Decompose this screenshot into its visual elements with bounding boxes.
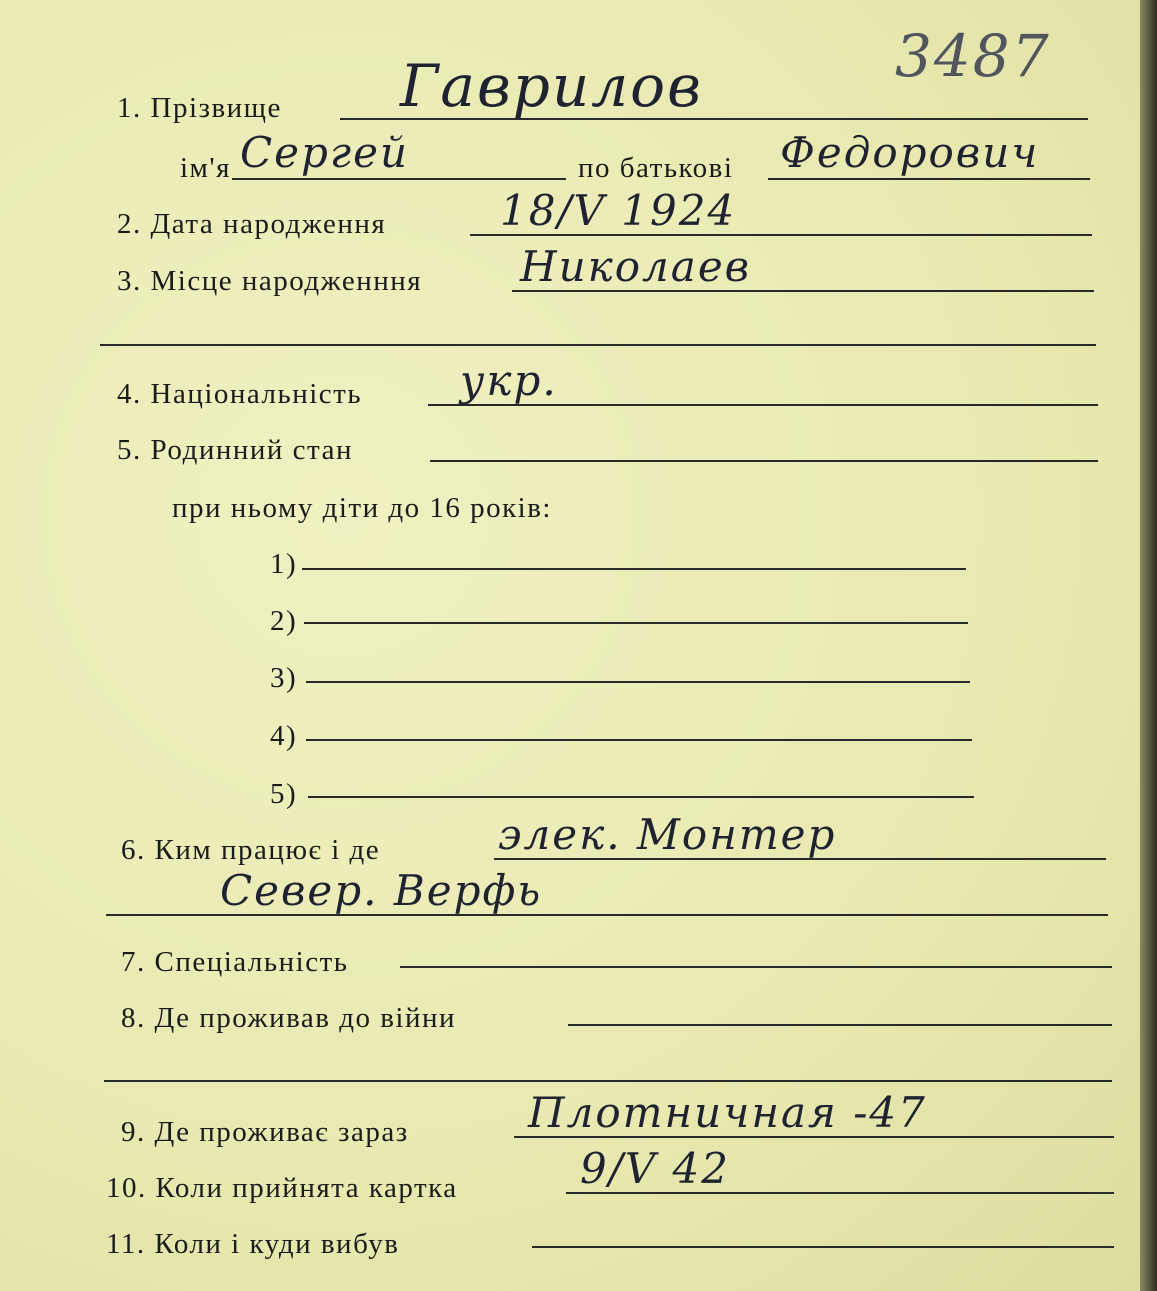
surname-label: 1. Прізвище [117,92,282,124]
birth-place-label: 3. Місце народженння [117,265,423,297]
child-2-label: 2) [270,605,298,637]
work-value[interactable]: элек. Монтер [498,810,837,859]
card-accepted-label: 10. Коли прийнята картка [106,1172,458,1204]
birth-date-label: 2. Дата народження [117,208,387,240]
child-4-label: 4) [270,720,298,752]
first-name-value[interactable]: Сергей [240,128,410,177]
specialty-line [400,966,1112,968]
child-3-line[interactable] [306,681,970,683]
patronymic-value[interactable]: Федорович [780,128,1040,177]
scan-edge-shadow [1140,0,1157,1291]
child-1-label: 1) [270,548,298,580]
child-4-line[interactable] [306,739,972,741]
birth-date-value[interactable]: 18/V 1924 [500,186,737,235]
current-residence-label: 9. Де проживає зараз [121,1116,409,1148]
child-5-line[interactable] [308,796,974,798]
specialty-label: 7. Спеціальність [121,946,349,978]
patronymic-line [768,178,1090,180]
card-number: 3487 [895,22,1051,90]
prewar-residence-line [568,1024,1112,1026]
children-heading: при ньому діти до 16 років: [172,492,552,524]
child-5-label: 5) [270,778,298,810]
marital-status-line [430,460,1098,462]
prewar-residence-line-2 [104,1080,1112,1082]
nationality-value[interactable]: укр. [460,356,558,405]
patronymic-label: по батькові [578,152,734,184]
first-name-label: ім'я [180,152,231,184]
work-label: 6. Ким працює і де [121,834,381,866]
first-name-line [232,178,566,180]
child-1-line[interactable] [302,568,966,570]
birth-place-extra-line [100,344,1096,346]
child-3-label: 3) [270,662,298,694]
birth-place-value[interactable]: Николаев [520,242,752,291]
work-value-line2[interactable]: Север. Верфь [220,866,543,915]
current-residence-value[interactable]: Плотничная -47 [528,1088,927,1137]
departed-line [532,1246,1114,1248]
prewar-residence-label: 8. Де проживав до війни [121,1002,457,1034]
child-2-line[interactable] [304,622,968,624]
surname-value[interactable]: Гаврилов [400,52,703,120]
card-accepted-value[interactable]: 9/V 42 [580,1144,730,1193]
nationality-label: 4. Національність [117,378,363,410]
departed-label: 11. Коли і куди вибув [106,1228,400,1260]
marital-status-label: 5. Родинний стан [117,434,353,466]
